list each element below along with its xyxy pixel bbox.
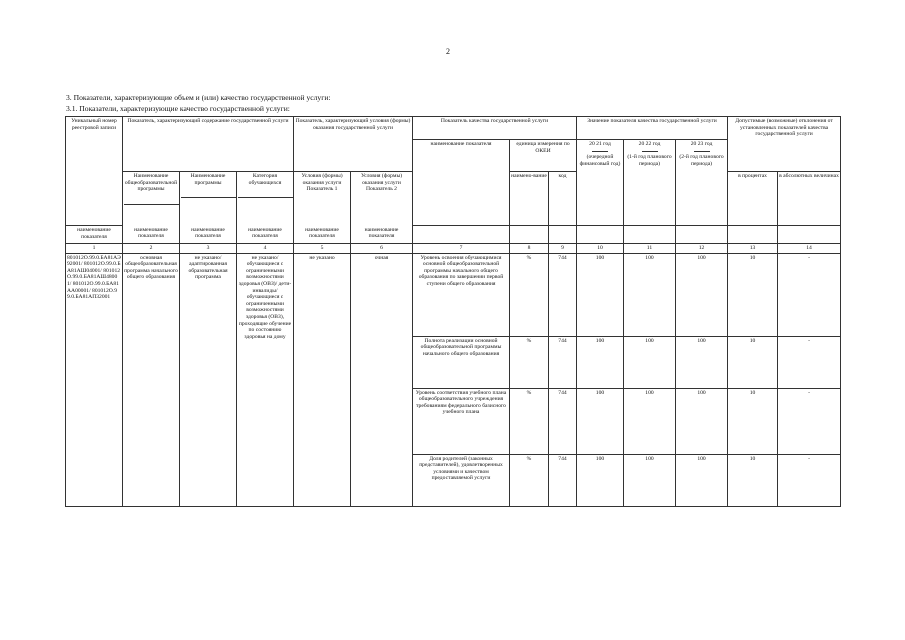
indicator-name-cell: Уровень освоения обучающимися основной общеобразовательной программы начального общего образования по завершении первой ступени общего образования <box>413 253 510 336</box>
header-allowed-deviation: Допустимые (возможные) отклонения от установленных показателей качества государственной услуги <box>728 117 841 172</box>
header-unit-code: код <box>549 172 577 226</box>
header-year-2: 20 22 год (1-й год планового периода) <box>624 140 676 226</box>
condition-2-cell: очная <box>351 253 413 506</box>
value-year-1-cell: 100 <box>577 336 624 388</box>
unit-cell: % <box>510 454 549 506</box>
column-number: 2 <box>123 244 180 254</box>
deviation-absolute-cell: - <box>778 454 841 506</box>
deviation-percent-cell: 10 <box>728 388 778 454</box>
column-number: 10 <box>577 244 624 254</box>
value-year-2-cell: 100 <box>624 336 676 388</box>
header-pname-3: наименование показателя <box>180 226 237 244</box>
section-heading: 3. Показатели, характеризующие объем и (или) качество государственной услуги: <box>66 93 331 102</box>
program-cell: не указано/ адаптированная образовательная программа <box>180 253 237 506</box>
header-pname-6: наименование показателя <box>351 226 413 244</box>
indicator-name-cell: Полнота реализации основной общеобразовательной программы начального общего образования <box>413 336 510 388</box>
deviation-percent-cell: 10 <box>728 336 778 388</box>
column-number: 4 <box>237 244 294 254</box>
header-unit: единица измерения по ОКЕИ <box>510 140 577 172</box>
indicator-name-cell: Уровень соответствия учебного плана общеобразовательного учреждения требованиям федерального базисного учебного плана <box>413 388 510 454</box>
deviation-absolute-cell: - <box>778 336 841 388</box>
deviation-absolute-cell: - <box>778 253 841 336</box>
column-numbers-row <box>66 244 841 254</box>
column-number: 7 <box>413 244 510 254</box>
value-year-3-cell: 100 <box>676 454 728 506</box>
header-pname-4: наименование показателя <box>237 226 294 244</box>
program-name-cell: основная общеобразовательная программа начального общего образования <box>123 253 180 506</box>
value-year-2-cell: 100 <box>624 454 676 506</box>
column-number: 13 <box>728 244 778 254</box>
unit-cell: % <box>510 388 549 454</box>
header-quality-value: Значение показателя качества государственной услуги <box>577 117 728 140</box>
page-number: 2 <box>446 47 450 56</box>
indicator-name-cell: Доля родителей (законных представителей), удовлетворенных условиями и качеством предоставляемой услуги <box>413 454 510 506</box>
quality-indicators-table <box>65 116 841 507</box>
header-content-indicator: Показатель, характеризующий содержание государственной услуги <box>123 117 294 172</box>
column-number: 14 <box>778 244 841 254</box>
deviation-percent-cell: 10 <box>728 454 778 506</box>
value-year-3-cell: 100 <box>676 253 728 336</box>
value-year-2-cell: 100 <box>624 388 676 454</box>
header-pname-5: наименование показателя <box>294 226 351 244</box>
header-conditions-indicator: Показатель, характеризующий условия (формы) оказания государственной услуги <box>294 117 413 172</box>
student-category-cell: не указано/ обучающиеся с ограниченными возможностями здоровья (ОВЗ)/ дети-инвалиды/ обучающиеся с ограниченными возможностями здоровья (ОВЗ), проходящие обучение по состоянию здоровья на дому <box>237 253 294 506</box>
value-year-3-cell: 100 <box>676 388 728 454</box>
header-quality-indicator: Показатель качества государственной услуги <box>413 117 577 140</box>
header-sub-condition-1: Условия (формы) оказания услуги Показатель 1 <box>294 172 351 226</box>
unit-code-cell: 744 <box>549 336 577 388</box>
unit-code-cell: 744 <box>549 253 577 336</box>
column-number: 9 <box>549 244 577 254</box>
table-row <box>66 253 841 336</box>
deviation-percent-cell: 10 <box>728 253 778 336</box>
column-number: 5 <box>294 244 351 254</box>
unit-code-cell: 744 <box>549 454 577 506</box>
header-year-3: 20 23 год (2-й год планового периода) <box>676 140 728 226</box>
unit-cell: % <box>510 336 549 388</box>
column-number: 6 <box>351 244 413 254</box>
column-number: 11 <box>624 244 676 254</box>
header-registry-number: Уникальный номер реестровой записи <box>66 117 123 226</box>
subsection-heading: 3.1. Показатели, характеризующие качество государственной услуги: <box>66 104 290 113</box>
header-indicator-name: наименование показателя <box>413 140 510 226</box>
unit-cell: % <box>510 253 549 336</box>
value-year-1-cell: 100 <box>577 253 624 336</box>
column-number: 1 <box>66 244 123 254</box>
header-row-top <box>66 117 841 140</box>
header-sub-program: Наименование программы <box>180 172 237 226</box>
header-deviation-absolute: в абсолютных величинах <box>778 172 841 226</box>
unit-code-cell: 744 <box>549 388 577 454</box>
column-number: 3 <box>180 244 237 254</box>
header-sub-category: Категория обучающихся <box>237 172 294 226</box>
registry-number-cell: 801012О.99.0.БА81АЭ92001/ 801012О.99.0.БА81АШ04001/ 801012О.99.0.БА81АШ48001/ 801012О.99.0.БА81АА00001/ 801012О.99.0.БА81АП32001 <box>66 253 123 506</box>
value-year-2-cell: 100 <box>624 253 676 336</box>
value-year-1-cell: 100 <box>577 388 624 454</box>
column-number: 8 <box>510 244 549 254</box>
value-year-3-cell: 100 <box>676 336 728 388</box>
header-sub-condition-2: Условия (формы) оказания услуги Показатель 2 <box>351 172 413 226</box>
header-deviation-percent: в процентах <box>728 172 778 226</box>
header-row-pname <box>66 226 841 244</box>
header-sub-program-name: Наименование общеобразовательной программы <box>123 172 180 226</box>
column-number: 12 <box>676 244 728 254</box>
value-year-1-cell: 100 <box>577 454 624 506</box>
condition-1-cell: не указано <box>294 253 351 506</box>
deviation-absolute-cell: - <box>778 388 841 454</box>
header-unit-name: наимено-вание <box>510 172 549 226</box>
header-pname-2: наименование показателя <box>123 226 180 244</box>
header-pname-1: наименование показателя <box>66 226 123 244</box>
header-year-1: 20 21 год (очередной финансовый год) <box>577 140 624 226</box>
